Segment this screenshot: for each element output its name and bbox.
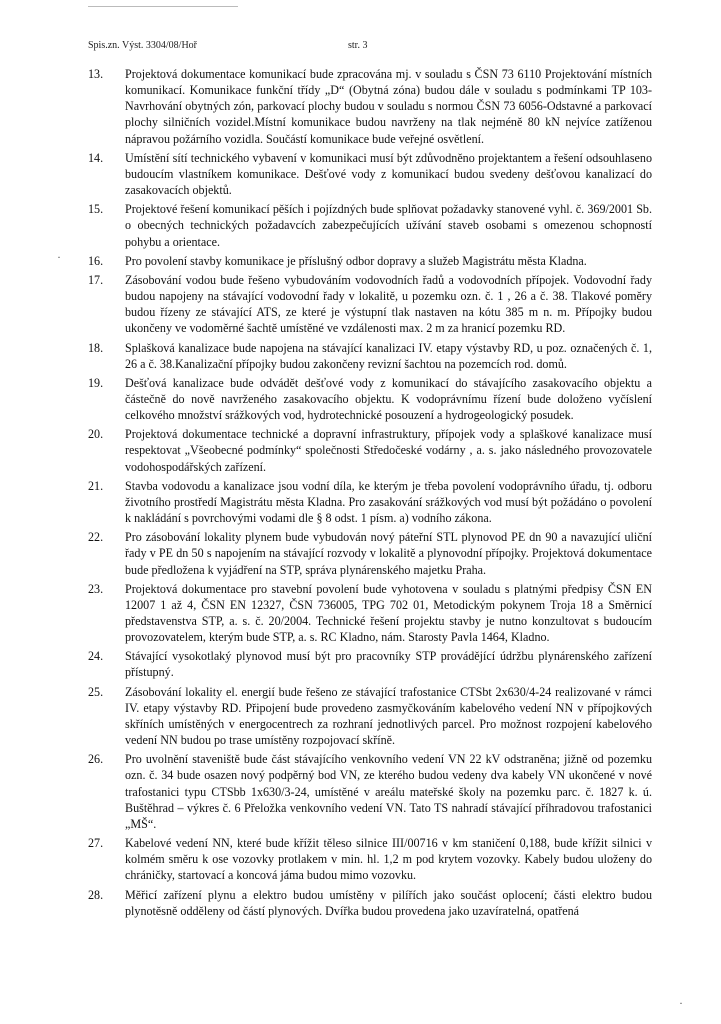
scan-speck: · xyxy=(57,250,61,264)
item-text: Projektové řešení komunikací pěších i pojízdných bude splňovat požadavky stanovené vyhl. č. 369/2001 Sb. o obecných technických požadavcích zabezpečujících užívání staveb osobami s omezenou schopností pohybu a orientace. xyxy=(125,202,652,249)
list-item xyxy=(84,340,652,372)
item-number: 17. xyxy=(88,272,104,287)
item-text: Stávající vysokotlaký plynovod musí být pro pracovníky STP provádějící údržbu plynárenského zařízení přístupný. xyxy=(125,649,652,680)
item-number: 23. xyxy=(88,581,104,596)
page-number: str. 3 xyxy=(348,40,368,51)
item-text: Pro uvolnění staveniště bude část stávajícího venkovního vedení VN 22 kV odstraněna; jižně od pozemku ozn. č. 34 bude osazen nový podpěrný bod VN, ze kterého budou vedeny dva kabely VN ukončené v nové trafostanici typu CTSbb 1x630/3-24, umístěné v areálu mateřské školy na pozemku parc. č. 1827 k. ú. Buštěhrad – výkres č. 6 Přeložka venkovního vedení VN. Tato TS nahradí stávající příhradovou trafostanici „MŠ“. xyxy=(125,752,652,831)
file-reference: Spis.zn. Výst. 3304/08/Hoř xyxy=(88,40,197,51)
item-text: Stavba vodovodu a kanalizace jsou vodní díla, ke kterým je třeba povolení vodoprávního úřadu, tj. odboru životního prostředí Magistrátu města Kladna. Pro zasakování srážkových vod musí být požádáno o povolení k nakládání s povrchovými vodami dle § 8 odst. 1 písm. a) vodního zákona. xyxy=(125,478,652,526)
top-rule xyxy=(88,6,238,8)
item-text: Projektová dokumentace technické a dopravní infrastruktury, přípojek vody a splaškové kanalizace musí respektovat „Všeobecné podmínky“ společnosti Středočeské vodárny , a. s. jako následného provozovatele vodohospodářských zařízení. xyxy=(125,427,652,474)
item-text: Pro povolení stavby komunikace je příslušný odbor dopravy a služeb Magistrátu města Kladna. xyxy=(125,253,587,268)
list-item xyxy=(84,648,652,680)
item-text: Projektová dokumentace komunikací bude zpracována mj. v souladu s ČSN 73 6110 Projektování místních komunikací. Komunikace funkční třídy „D“ (Obytná zóna) budou dále v souladu s podmínkami TP 103-Navrhování obytných zón, parkovací plochy budou v souladu s normou ČSN 73 6056-Odstavné a parkovací plochy silničních vozidel.Místní komunikace budou navrženy na tlak nejméně 80 kN nejvíce zatíženou nápravou požárního vozidla. Součástí komunikace bude veřejné osvětlení. xyxy=(125,67,652,146)
item-text: Pro zásobování lokality plynem bude vybudován nový páteřní STL plynovod PE dn 90 a navazující uliční řady v PE dn 50 s napojením na stávající rozvody v lokalitě a plynovodní přípojky. Projektová dokumentace bude předložena k vyjádření na STP, správa plynárenského majetku Praha. xyxy=(125,530,652,577)
item-number: 21. xyxy=(88,478,104,493)
list-item xyxy=(84,426,652,474)
list-item xyxy=(84,201,652,249)
item-number: 27. xyxy=(88,836,104,851)
list-item xyxy=(84,751,652,832)
item-number: 28. xyxy=(88,887,104,902)
item-number: 14. xyxy=(88,150,104,165)
list-item xyxy=(84,684,652,749)
item-text: Umístění sítí technického vybavení v komunikaci musí být zdůvodněno projektantem a řešení odsouhlaseno budoucím vlastníkem komunikace. Dešťové vody z komunikací budou svedeny dešťovou kanalizací do zasakovacích objektů. xyxy=(125,150,652,198)
list-item xyxy=(84,581,652,646)
item-text: Měřicí zařízení plynu a elektro budou umístěny v pilířích jako součást oplocení; části elektro budou plynotěsně odděleny od částí plynových. Dvířka budou provedena jako uzavíratelná, opatřená xyxy=(125,887,652,918)
list-item xyxy=(84,375,652,423)
list-item xyxy=(84,835,652,883)
list-item xyxy=(84,887,652,919)
scan-speck: · xyxy=(679,996,683,1010)
item-text: Projektová dokumentace pro stavební povolení bude vyhotovena v souladu s platnými předpisy ČSN EN 12007 1 až 4, ČSN EN 12327, ČSN 736005, TPG 702 01, Metodickým pokynem Troja 18 a Směrnicí představenstva STP, a. s. č. 20/2004. Technické řešení projektu stavby je nutno konzultovat s budoucím provozovatelem, kterým bude STP, a. s. RC Kladno, nám. Starosty Pavla 1464, Kladno. xyxy=(125,581,652,645)
list-item xyxy=(84,478,652,526)
item-number: 20. xyxy=(88,427,104,442)
item-number: 15. xyxy=(88,202,104,217)
item-number: 18. xyxy=(88,340,104,355)
item-number: 16. xyxy=(88,253,104,268)
item-text: Zásobování vodou bude řešeno vybudováním vodovodních řadů a vodovodních přípojek. Vodovodní řady budou napojeny na stávající vodovodní řady v lokalitě, u pozemku ozn. č. 1 , 26 a č. 38. Tlakové poměry budou řízeny ze stávající ATS, ze které je výstupní tlak nastaven na kótu 385 m n. m. Přípojky budou ukončeny ve vodoměrné šachtě umístěné ve vzdálenosti max. 2 m za hranicí pozemku RD. xyxy=(125,272,652,336)
list-item xyxy=(84,272,652,337)
item-number: 22. xyxy=(88,530,104,545)
item-text: Kabelové vedení NN, které bude křížit těleso silnice III/00716 v km staničení 0,188, bude křížit silnici v kolmém směru k ose vozovky protlakem v min. hl. 1,2 m pod krytem vozovky. Kabely budou uloženy do chráničky, startovací a koncová jáma budou mimo vozovku. xyxy=(125,836,652,883)
list-item xyxy=(84,529,652,577)
item-text: Dešťová kanalizace bude odvádět dešťové vody z komunikací do stávajícího zasakovacího objektu a částečně do nově navrženého zasakovacího objektu. K vodoprávnímu řízení bude doloženo vyčíslení celkového množství srážkových vod, hydrotechnické posouzení a hydrogeologický posudek. xyxy=(125,375,652,423)
item-number: 26. xyxy=(88,752,104,767)
item-number: 24. xyxy=(88,649,104,664)
list-item xyxy=(84,253,652,269)
list-item xyxy=(84,66,652,147)
item-number: 13. xyxy=(88,67,104,81)
item-text: Splašková kanalizace bude napojena na stávající kanalizaci IV. etapy výstavby RD, u poz. označených č. 1, 26 a č. 38.Kanalizační přípojky budou zakončeny revizní šachtou na pozemcích rod. domů. xyxy=(125,340,652,371)
conditions-list xyxy=(84,66,652,922)
item-number: 19. xyxy=(88,375,104,390)
item-text: Zásobování lokality el. energií bude řešeno ze stávající trafostanice CTSbt 2x630/4-24 realizované v rámci IV. etapy výstavby RD. Připojení bude provedeno zasmyčkováním kabelového vedení NN v přípojkových skříních umístěných v energocentrech za rozhraní jednotlivých parcel. Pro možnost rozpojení kabelového vedení NN budou po trase umístěny rozpojovací skříně. xyxy=(125,684,652,748)
item-number: 25. xyxy=(88,684,104,699)
list-item xyxy=(84,150,652,198)
